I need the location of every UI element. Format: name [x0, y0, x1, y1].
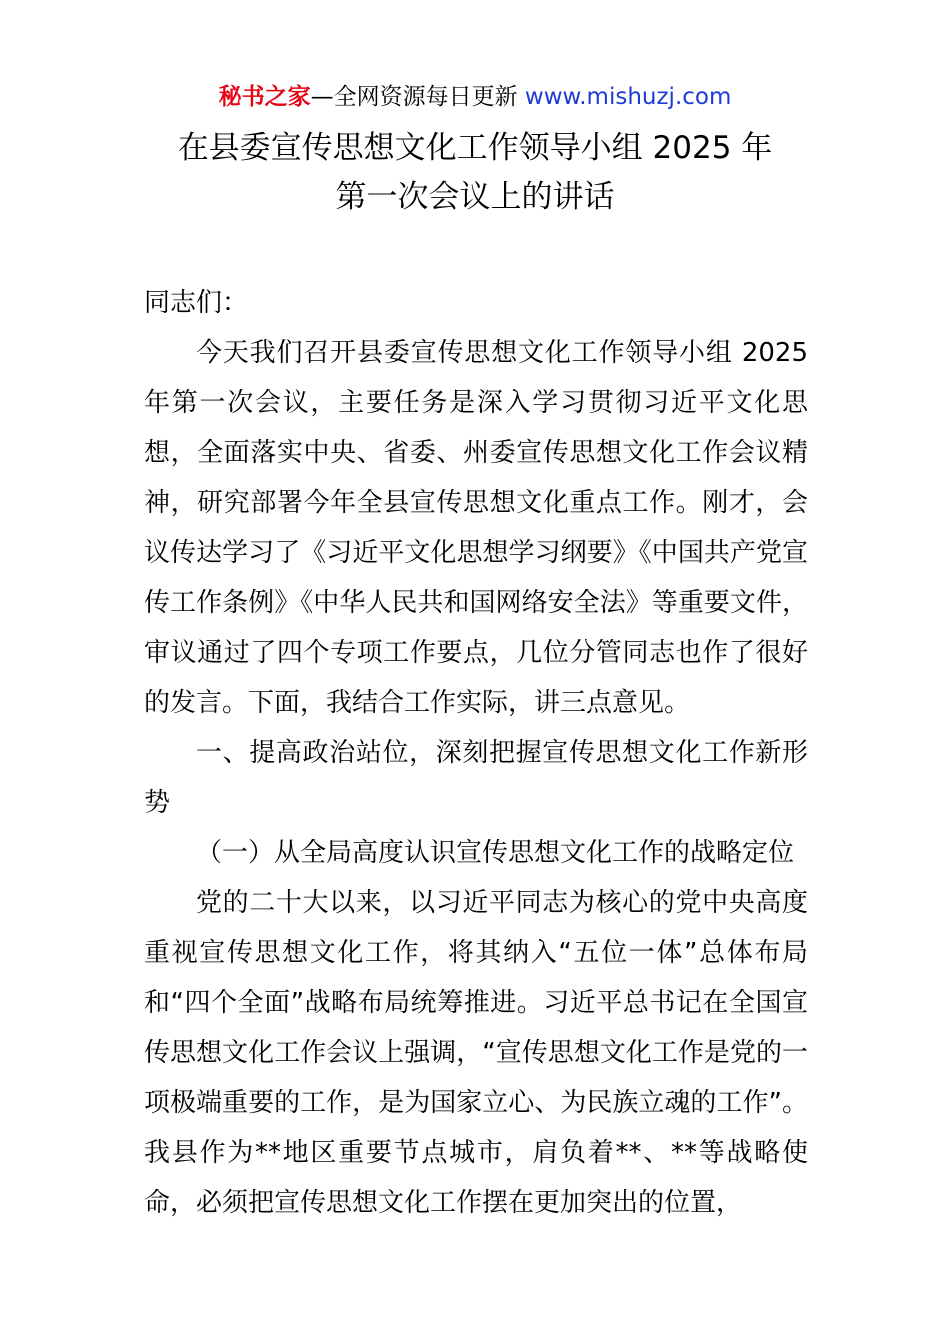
banner-url[interactable]: www.mishuzj.com — [524, 84, 732, 110]
document-title-line-2: 第一次会议上的讲话 — [335, 179, 615, 215]
salutation: 同志们： — [144, 288, 249, 318]
brand-name: 秘书之家 — [218, 84, 311, 110]
site-banner — [0, 82, 950, 112]
subsection-heading-1-1: （一）从全局高度认识宣传思想文化工作的战略定位 — [196, 838, 795, 868]
document-title-line-1: 在县委宣传思想文化工作领导小组 2025 年 — [177, 130, 773, 166]
document-body — [144, 278, 808, 1228]
paragraph-body-1: 党的二十大以来，以习近平同志为核心的党中央高度重视宣传思想文化工作，将其纳入“五位一体”总体布局和“四个全面”战略布局统筹推进。习近平总书记在全国宣传思想文化工作会议上强调，“宣传思想文化工作是党的一项极端重要的工作，是为国家立心、为民族立魂的工作”。我县作为**地区重要节点城市，肩负着**、**等战略使命，必须把宣传思想文化工作摆在更加突出的位置， — [144, 888, 808, 1218]
paragraph-intro: 今天我们召开县委宣传思想文化工作领导小组 2025 年第一次会议，主要任务是深入学习贯彻习近平文化思想，全面落实中央、省委、州委宣传思想文化工作会议精神，研究部署今年全县宣传思想文化重点工作。刚才，会议传达学习了《习近平文化思想学习纲要》《中国共产党宣传工作条例》《中华人民共和国网络安全法》等重要文件，审议通过了四个专项工作要点，几位分管同志也作了很好的发言。下面，我结合工作实际，讲三点意见。 — [144, 338, 808, 718]
section-heading-1: 一、提高政治站位，深刻把握宣传思想文化工作新形势 — [144, 738, 808, 818]
banner-tagline: —全网资源每日更新 — [310, 84, 525, 110]
